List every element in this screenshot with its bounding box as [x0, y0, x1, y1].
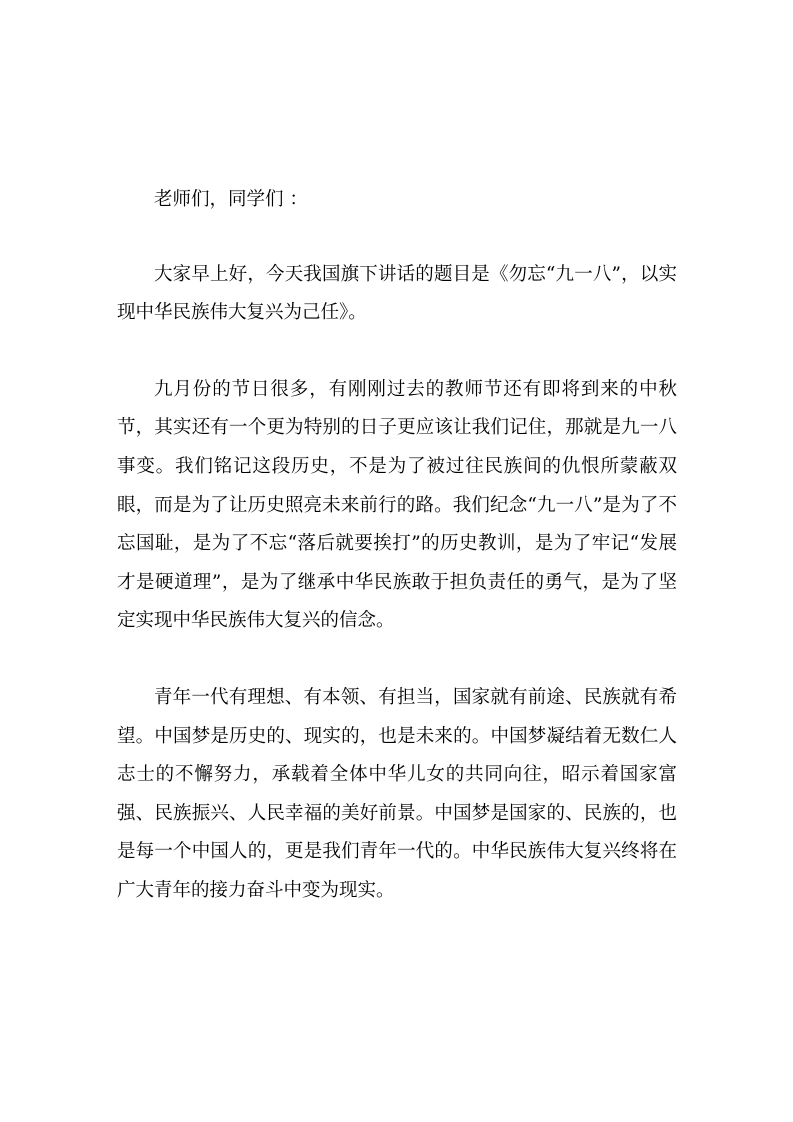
document-body: [117, 181, 677, 911]
paragraph-topic: 大家早上好，今天我国旗下讲话的题目是《勿忘“九一八”，以实现中华民族伟大复兴为己任》。: [117, 263, 677, 324]
paragraph-history: 九月份的节日很多，有刚刚过去的教师节还有即将到来的中秋节，其实还有一个更为特别的日子更应该让我们记住，那就是九一八事变。我们铭记这段历史，不是为了被过往民族间的仇恨所蒙蔽双眼，而是为了让历史照亮未来前行的路。我们纪念“九一八”是为了不忘国耻，是为了不忘“落后就要挨打”的历史教训，是为了牢记“发展才是硬道理”，是为了继承中华民族敢于担负责任的勇气，是为了坚定实现中华民族伟大复兴的信念。: [117, 378, 677, 632]
greeting: 老师们，同学们 ：: [154, 189, 308, 210]
paragraph-china-dream: 青年一代有理想、有本领、有担当，国家就有前途、民族就有希望。中国梦是历史的、现实的，也是未来的。中国梦凝结着无数仁人志士的不懈努力，承载着全体中华儿女的共同向往，昭示着国家富强、民族振兴、人民幸福的美好前景。中国梦是国家的、民族的，也是每一个中国人的，更是我们青年一代的。中华民族伟大复兴终将在广大青年的接力奋斗中变为现实。: [117, 686, 677, 901]
